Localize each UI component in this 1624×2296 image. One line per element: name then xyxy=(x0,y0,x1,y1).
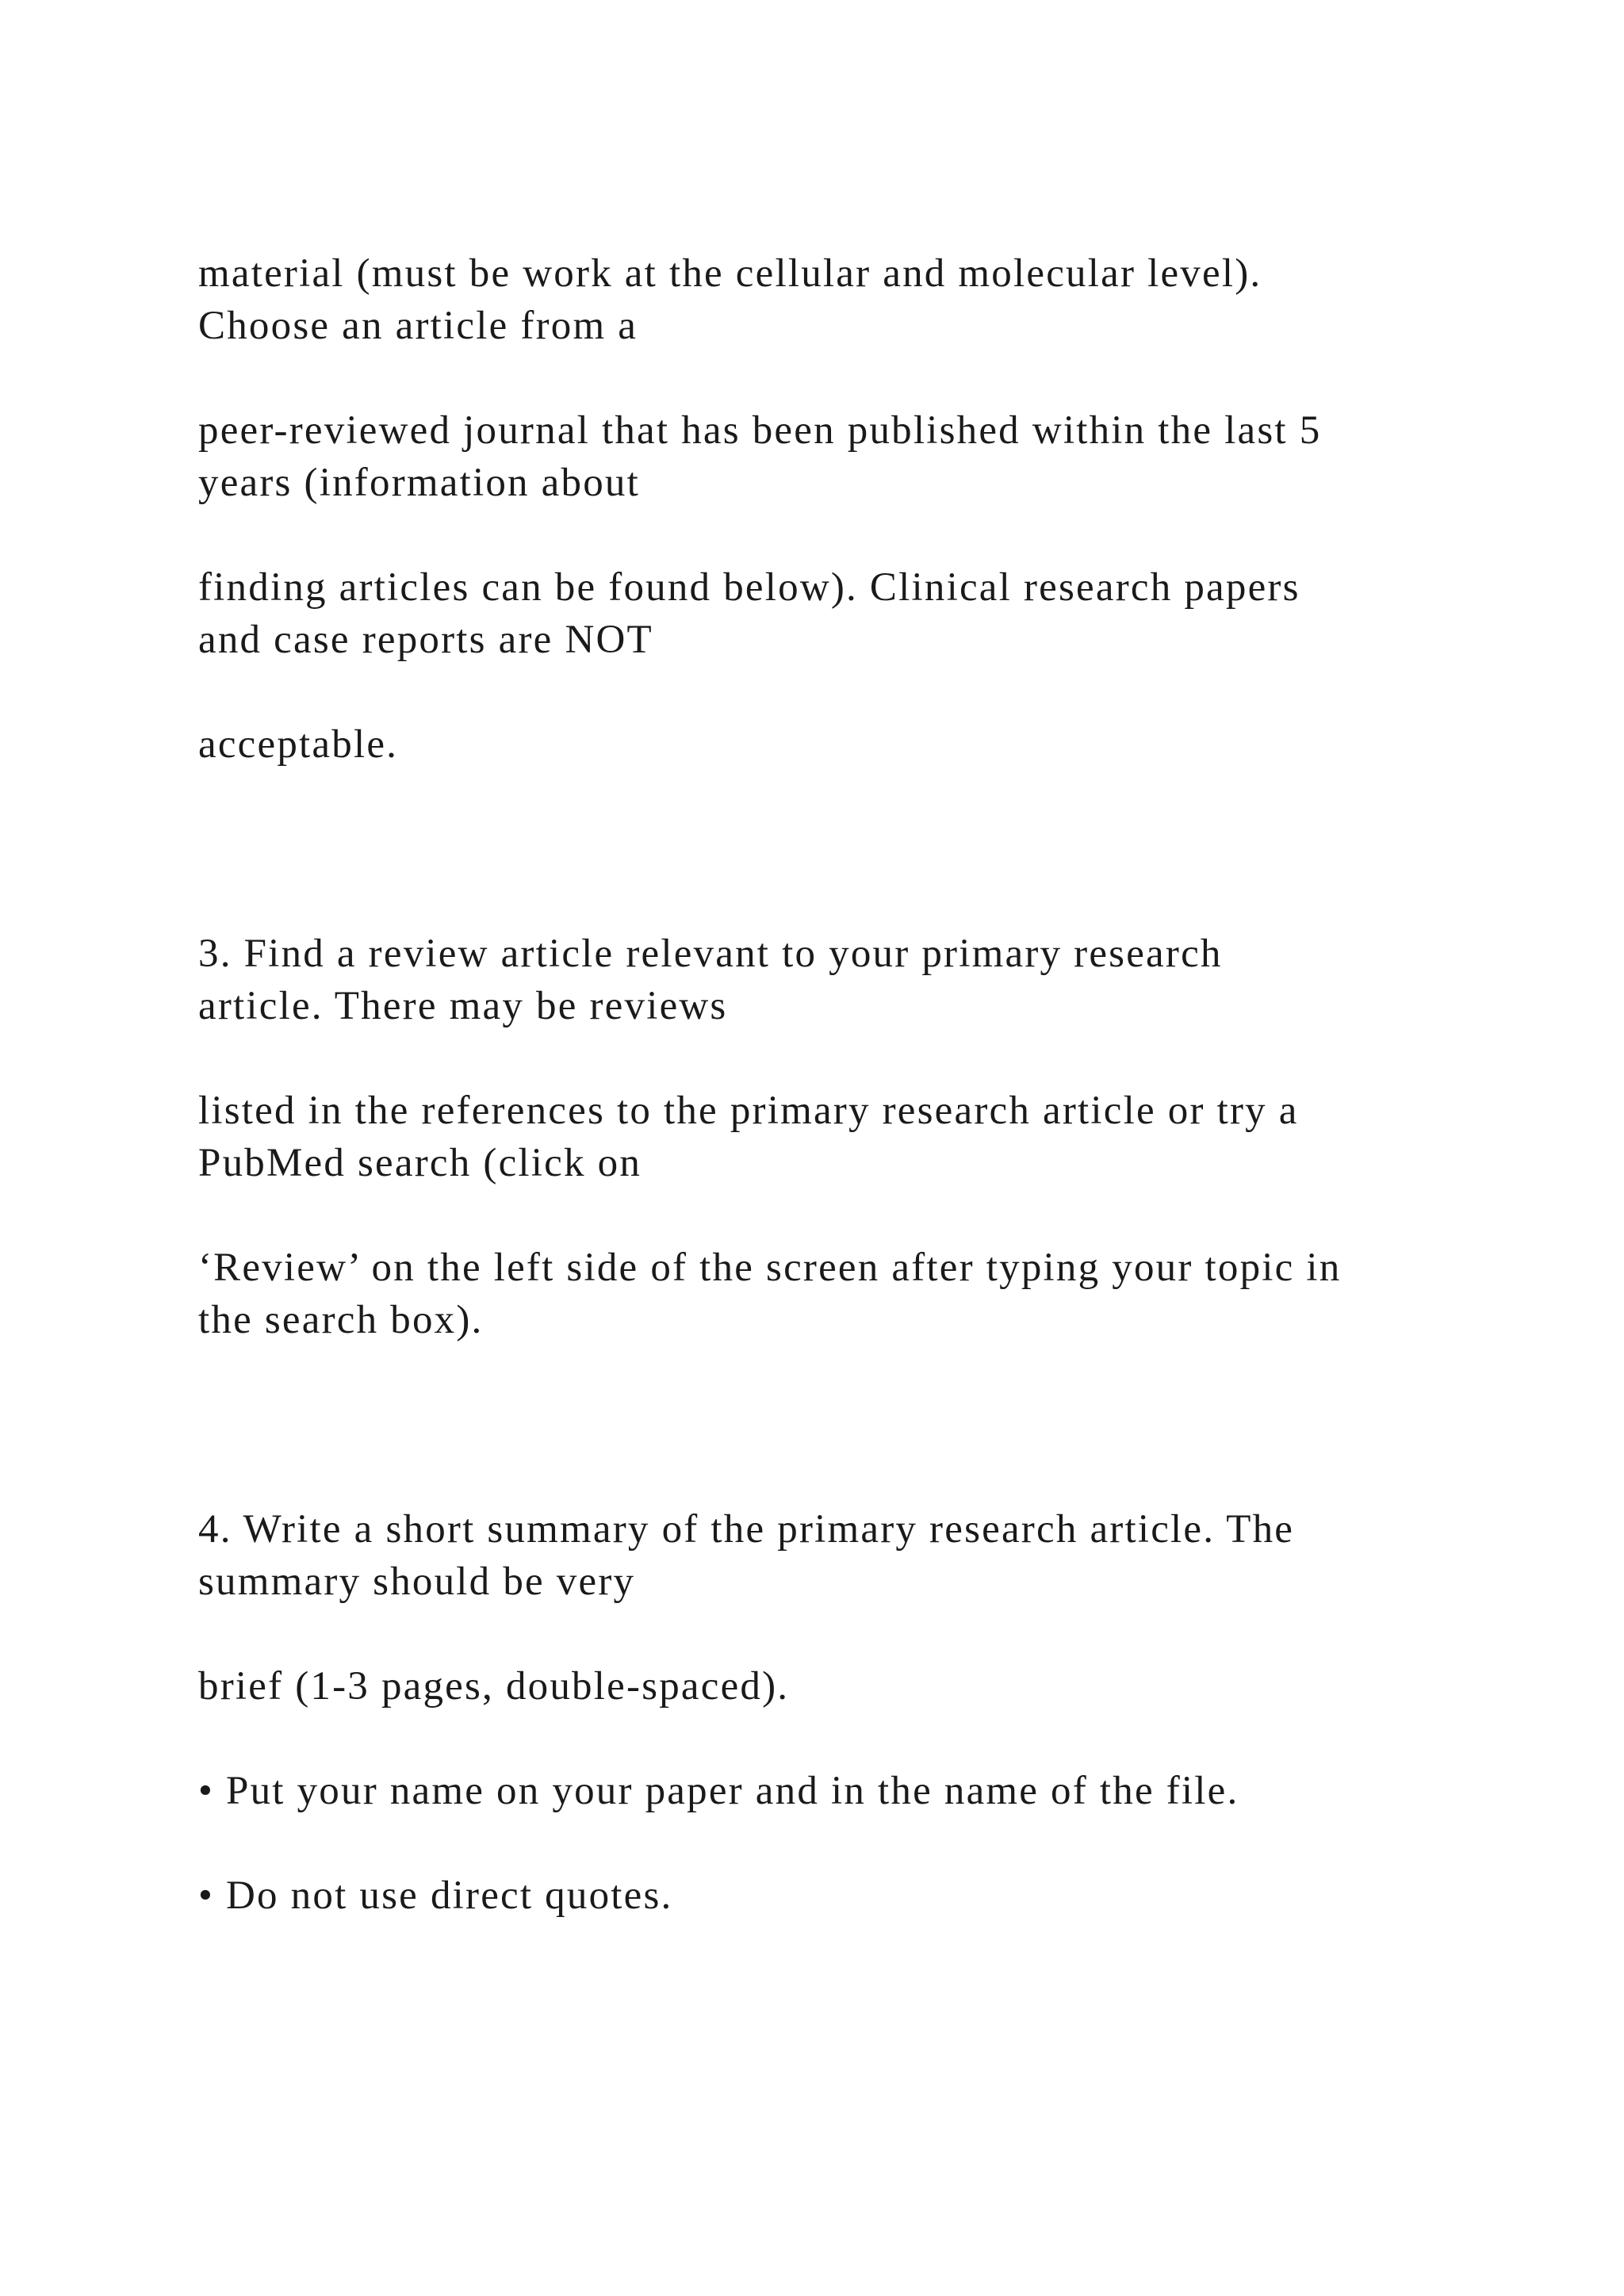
text-line: brief (1-3 pages, double-spaced). xyxy=(198,1664,790,1709)
paragraph-material xyxy=(198,247,1546,352)
text-line: Choose an article from a xyxy=(198,304,638,348)
paragraph-acceptable xyxy=(198,718,1546,771)
paragraph-item-3 xyxy=(198,928,1546,1032)
text-line: 4. Write a short summary of the primary research article. The xyxy=(198,1507,1295,1552)
paragraph-finding-articles xyxy=(198,561,1546,666)
text-line: • Put your name on your paper and in the name of the file. xyxy=(198,1769,1239,1813)
text-line: material (must be work at the cellular and molecular level). xyxy=(198,251,1262,296)
paragraph-review-click xyxy=(198,1242,1546,1346)
text-line: PubMed search (click on xyxy=(198,1141,642,1185)
text-line: listed in the references to the primary research article or try a xyxy=(198,1089,1299,1133)
bullet-put-your-name xyxy=(198,1765,1546,1817)
text-line: finding articles can be found below). Clinical research papers xyxy=(198,565,1300,610)
paragraph-peer-reviewed xyxy=(198,404,1546,509)
text-line: the search box). xyxy=(198,1298,484,1342)
text-line: acceptable. xyxy=(198,722,399,767)
text-line: peer-reviewed journal that has been published within the last 5 xyxy=(198,408,1322,453)
paragraph-brief xyxy=(198,1660,1546,1712)
text-line: article. There may be reviews xyxy=(198,984,728,1028)
text-line: 3. Find a review article relevant to your primary research xyxy=(198,932,1223,976)
bullet-no-direct-quotes xyxy=(198,1869,1546,1922)
text-line: • Do not use direct quotes. xyxy=(198,1873,673,1918)
text-line: years (information about xyxy=(198,461,640,505)
text-line: summary should be very xyxy=(198,1559,636,1604)
text-line: and case reports are NOT xyxy=(198,618,653,662)
paragraph-item-4 xyxy=(198,1503,1546,1608)
text-line: ‘Review’ on the left side of the screen after typing your topic in xyxy=(198,1246,1342,1290)
paragraph-references xyxy=(198,1085,1546,1189)
